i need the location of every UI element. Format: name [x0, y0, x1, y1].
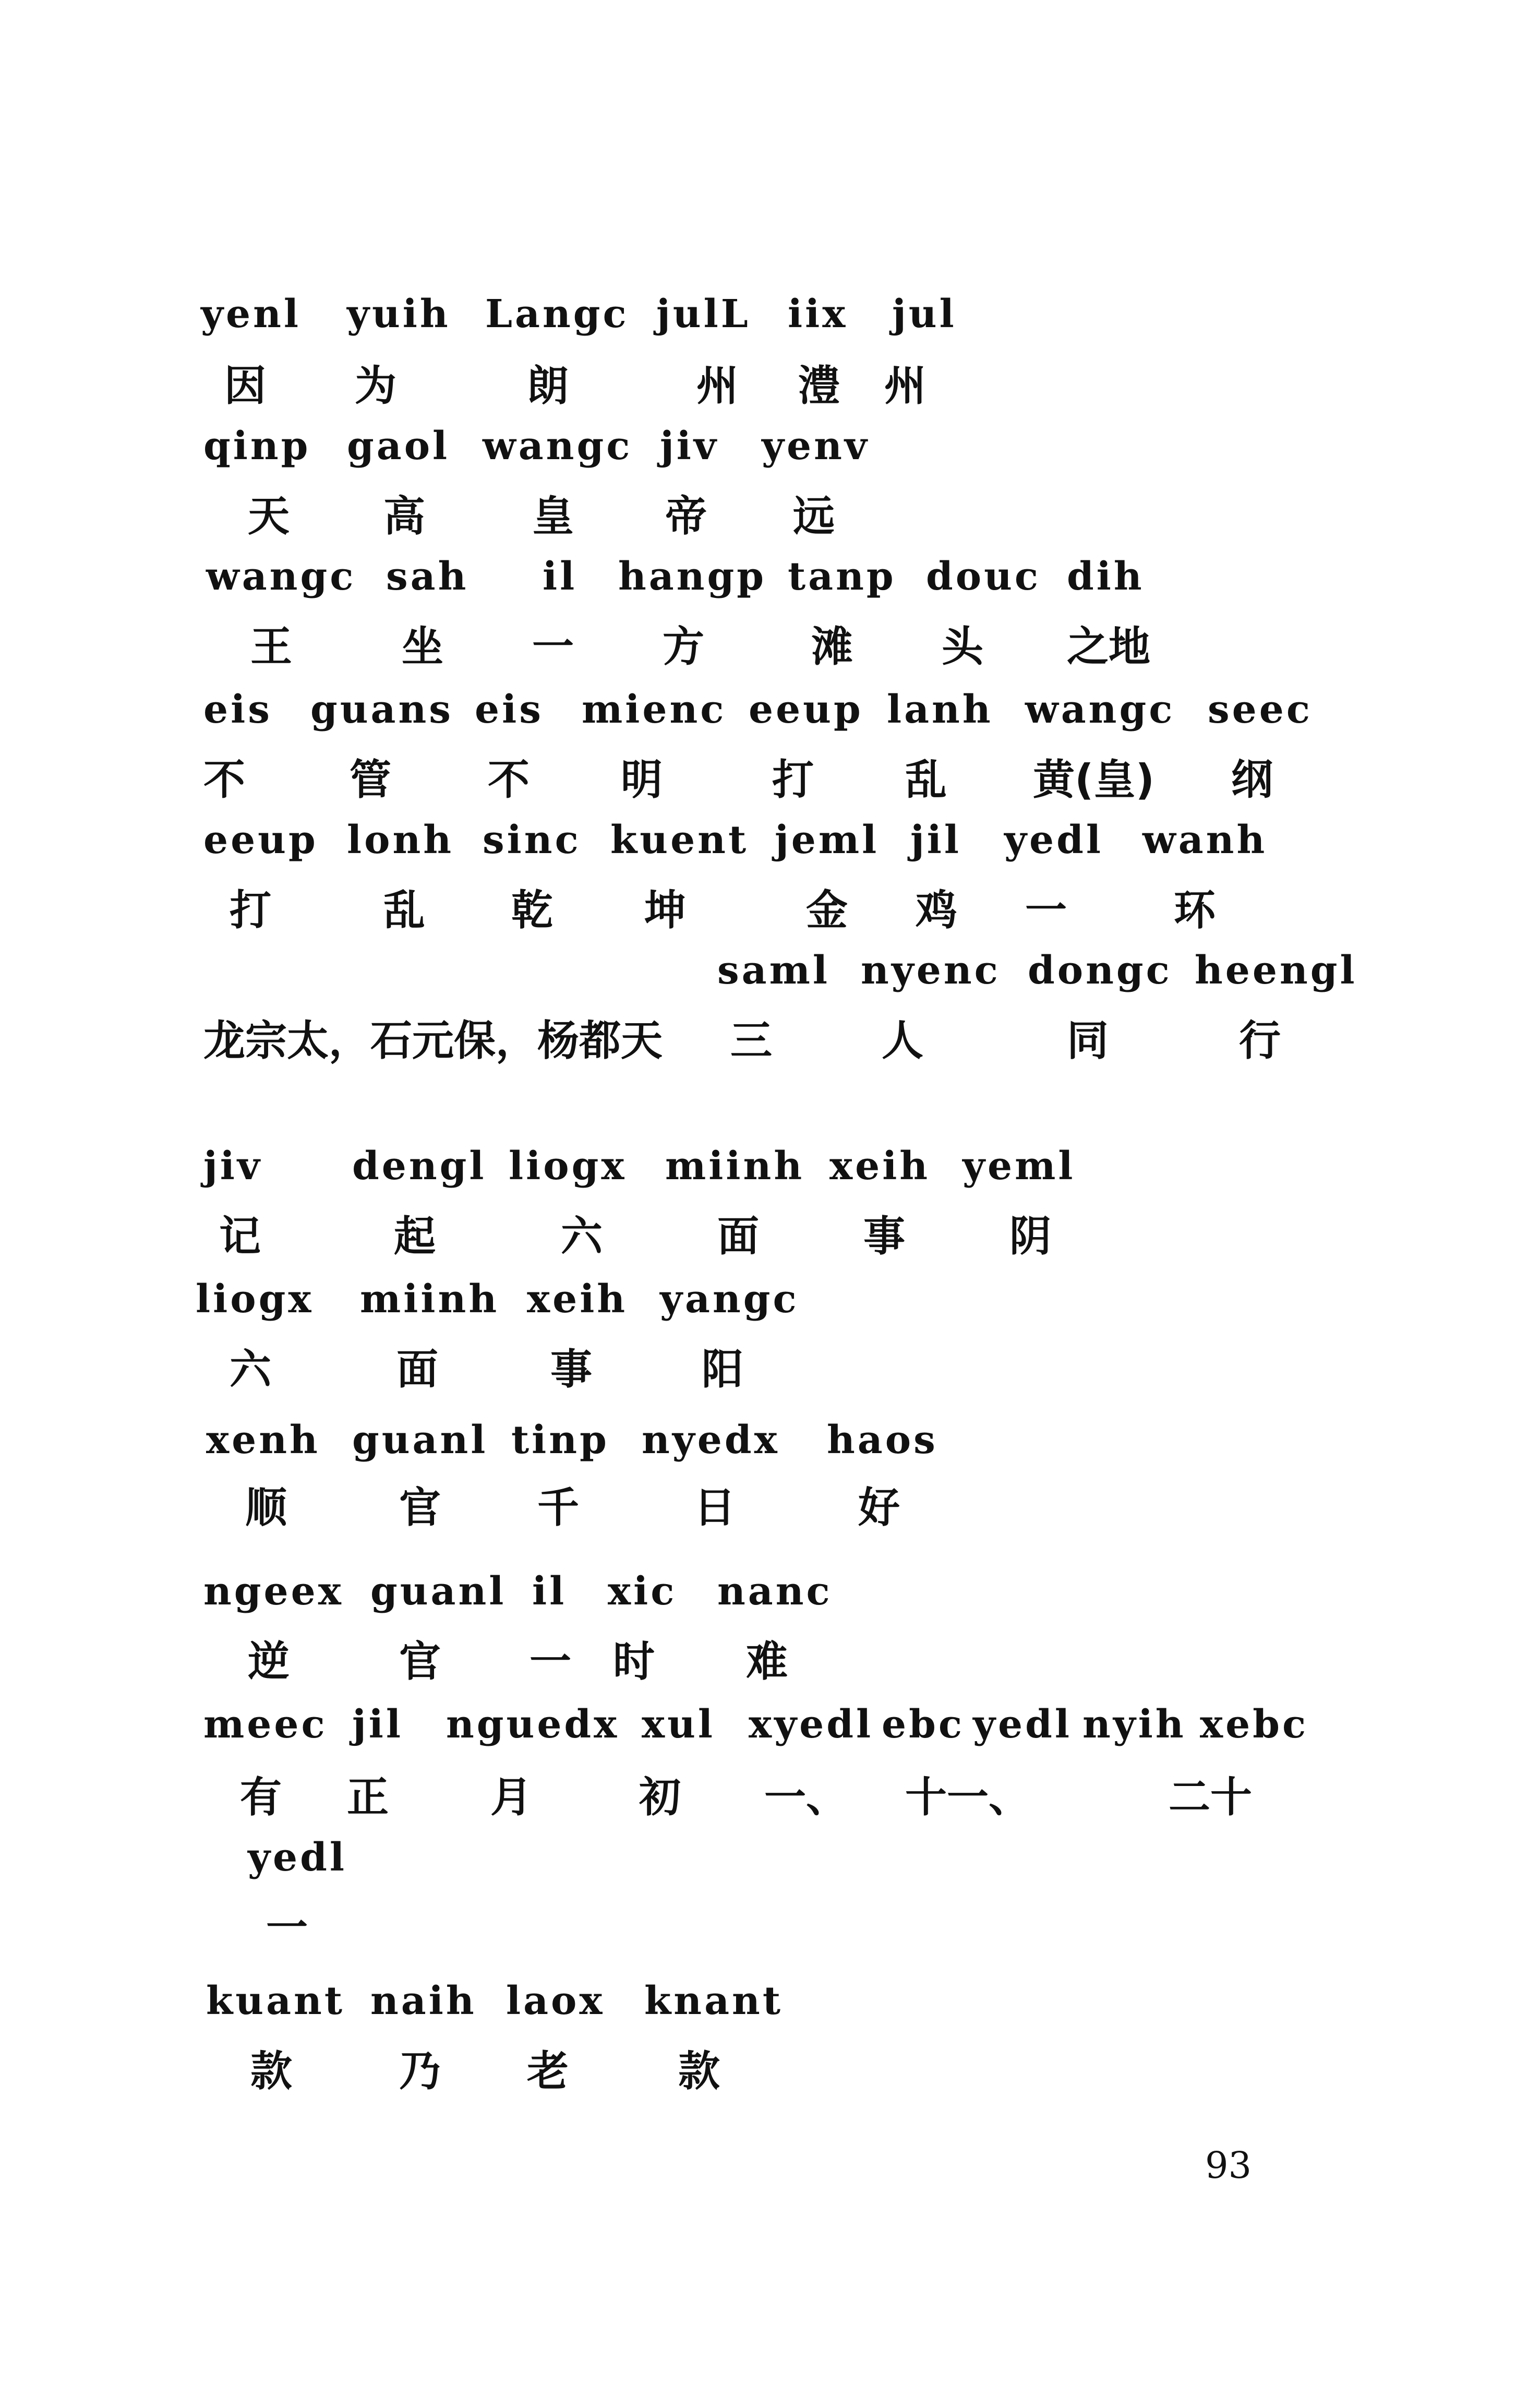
word: 款: [678, 2047, 720, 2095]
word: xeih: [527, 1277, 628, 1322]
word: xul: [642, 1702, 716, 1747]
word: liogx: [509, 1144, 627, 1189]
romanization-line: [0, 1829, 1540, 1886]
word: 滩: [811, 622, 853, 671]
chinese-line: [0, 1208, 1540, 1265]
word: miinh: [665, 1144, 805, 1189]
word: il: [543, 554, 578, 599]
romanization-line: [0, 1563, 1540, 1620]
word: 环: [1174, 886, 1216, 934]
romanization-line: [0, 417, 1540, 475]
word: wangc: [206, 554, 356, 599]
chinese-line: [0, 2043, 1540, 2100]
word: Langc: [485, 292, 629, 337]
word: 阳: [702, 1345, 743, 1394]
word: jiv: [660, 424, 719, 469]
word: tinp: [511, 1418, 609, 1463]
chinese-line: [0, 488, 1540, 545]
word: tanp: [788, 554, 896, 599]
word: 明: [621, 756, 663, 804]
word: 记: [219, 1212, 261, 1261]
word: 日: [694, 1483, 736, 1532]
chinese-line: [0, 1633, 1540, 1691]
word: eeup: [203, 818, 318, 862]
romanization-line: [0, 942, 1540, 999]
word: 难: [746, 1637, 788, 1686]
word: 好: [858, 1483, 900, 1532]
word: 千: [537, 1483, 579, 1532]
word: 方: [663, 622, 704, 671]
word: 黄(皇): [1033, 756, 1155, 804]
chinese-line: [0, 1341, 1540, 1398]
word: dongc: [1028, 948, 1172, 993]
word: yeml: [962, 1144, 1076, 1189]
word: eis: [475, 687, 544, 732]
word: 州: [884, 362, 926, 410]
word: mienc: [582, 687, 727, 732]
word: 初: [639, 1773, 681, 1821]
word: haos: [827, 1418, 938, 1463]
word: wanh: [1142, 818, 1268, 862]
word: knant: [644, 1979, 784, 2023]
word: 顺: [245, 1483, 287, 1532]
word: 有: [240, 1773, 282, 1821]
word: 一: [532, 622, 574, 671]
word: iix: [788, 292, 848, 337]
word: seec: [1208, 687, 1313, 732]
romanization-line: [0, 285, 1540, 343]
word: 款: [250, 2047, 292, 2095]
word: guans: [310, 687, 453, 732]
chinese-line: [0, 882, 1540, 939]
word: 为: [355, 362, 396, 410]
word: kuent: [610, 818, 749, 862]
word: 时: [613, 1637, 655, 1686]
word: sinc: [483, 818, 581, 862]
word: 起: [394, 1212, 436, 1261]
word: nyedx: [642, 1418, 780, 1463]
word: guanl: [370, 1569, 507, 1614]
word: 澧: [798, 362, 840, 410]
word: nyih: [1082, 1702, 1186, 1747]
word: ngeex: [203, 1569, 344, 1614]
word: 不: [488, 756, 530, 804]
word: eeup: [749, 687, 863, 732]
word: xebc: [1200, 1702, 1308, 1747]
word: yedl: [1004, 818, 1103, 862]
word: 三: [730, 1016, 772, 1065]
chinese-line: [0, 1769, 1540, 1826]
word: 行: [1239, 1016, 1281, 1065]
word: lanh: [887, 687, 993, 732]
romanization-line: [0, 1271, 1540, 1328]
word: il: [532, 1569, 567, 1614]
word: wangc: [1025, 687, 1175, 732]
word: 管: [350, 756, 391, 804]
word: 一: [1025, 886, 1067, 934]
word: jil: [352, 1702, 403, 1747]
word: dengl: [352, 1144, 487, 1189]
word: wangc: [483, 424, 633, 469]
chinese-line: [0, 751, 1540, 809]
word: xenh: [206, 1418, 320, 1463]
word: nyenc: [861, 948, 1001, 993]
word: 乾: [511, 886, 553, 934]
word: 事: [550, 1345, 592, 1394]
word: 乃: [399, 2047, 441, 2095]
word: 打: [772, 756, 814, 804]
word: 乱: [383, 886, 425, 934]
word: eis: [203, 687, 272, 732]
word: xic: [608, 1569, 677, 1614]
word: xeih: [829, 1144, 931, 1189]
word: 龙宗太，石元保，杨都天: [203, 1016, 663, 1065]
word: jiv: [203, 1144, 262, 1189]
word: guanl: [352, 1418, 488, 1463]
word: 州: [696, 362, 738, 410]
word: 正: [347, 1773, 389, 1821]
word: 月: [490, 1773, 532, 1821]
word: 乱: [905, 756, 947, 804]
word: 高: [383, 492, 425, 541]
word: heengl: [1195, 948, 1357, 993]
word: jil: [910, 818, 961, 862]
word: 天: [248, 492, 290, 541]
romanization-line: [0, 1972, 1540, 2030]
word: 十一、: [905, 1773, 1030, 1821]
romanization-line: [0, 548, 1540, 605]
word: 坐: [402, 622, 443, 671]
word: 金: [806, 886, 848, 934]
word: saml: [717, 948, 831, 993]
word: naih: [370, 1979, 477, 2023]
word: liogx: [196, 1277, 314, 1322]
word: 一: [266, 1903, 308, 1952]
word: yedl: [248, 1835, 347, 1880]
word: 之地: [1067, 622, 1150, 671]
word: 远: [793, 492, 835, 541]
word: 事: [863, 1212, 905, 1261]
word: 老: [527, 2047, 569, 2095]
word: 六: [230, 1345, 271, 1394]
word: sah: [386, 554, 469, 599]
word: yenv: [762, 424, 870, 469]
word: 二十: [1169, 1773, 1252, 1821]
word: 不: [203, 756, 245, 804]
word: ebc: [882, 1702, 965, 1747]
word: 面: [396, 1345, 438, 1394]
word: xyedl: [749, 1702, 874, 1747]
word: lonh: [347, 818, 454, 862]
romanization-line: [0, 1411, 1540, 1469]
word: 一、: [764, 1773, 848, 1821]
word: yenl: [201, 292, 301, 337]
word: yedl: [973, 1702, 1072, 1747]
chinese-line: [0, 618, 1540, 676]
word: 鸡: [916, 886, 957, 934]
word: 因: [224, 362, 266, 410]
word: julL: [656, 292, 751, 337]
word: 朗: [527, 362, 569, 410]
word: 逆: [248, 1637, 290, 1686]
word: 王: [250, 622, 292, 671]
chinese-line: [0, 1479, 1540, 1537]
word: nanc: [717, 1569, 833, 1614]
word: kuant: [206, 1979, 345, 2023]
word: dih: [1067, 554, 1145, 599]
word: 人: [882, 1016, 923, 1065]
word: douc: [926, 554, 1041, 599]
word: 坤: [644, 886, 686, 934]
word: 打: [230, 886, 271, 934]
chinese-line: [0, 357, 1540, 415]
romanization-line: [0, 1696, 1540, 1753]
word: meec: [203, 1702, 328, 1747]
romanization-line: [0, 811, 1540, 869]
word: laox: [506, 1979, 605, 2023]
word: qinp: [203, 424, 311, 469]
word: nguedx: [446, 1702, 620, 1747]
word: 六: [561, 1212, 603, 1261]
word: miinh: [360, 1277, 500, 1322]
romanization-line: [0, 681, 1540, 738]
chinese-line: [0, 1012, 1540, 1070]
word: 官: [399, 1637, 441, 1686]
word: 头: [942, 622, 983, 671]
word: 官: [399, 1483, 441, 1532]
word: yuih: [347, 292, 451, 337]
chinese-line: [0, 1899, 1540, 1957]
word: 面: [717, 1212, 759, 1261]
word: hangp: [618, 554, 767, 599]
word: 纲: [1231, 756, 1273, 804]
word: yangc: [660, 1277, 799, 1322]
word: 阴: [1009, 1212, 1051, 1261]
word: 一: [530, 1637, 571, 1686]
word: jul: [892, 292, 957, 337]
word: 同: [1067, 1016, 1109, 1065]
word: jeml: [775, 818, 880, 862]
word: 帝: [665, 492, 707, 541]
word: 皇: [532, 492, 574, 541]
page-number: 93: [1205, 2144, 1252, 2187]
romanization-line: [0, 1137, 1540, 1195]
word: gaol: [347, 424, 450, 469]
